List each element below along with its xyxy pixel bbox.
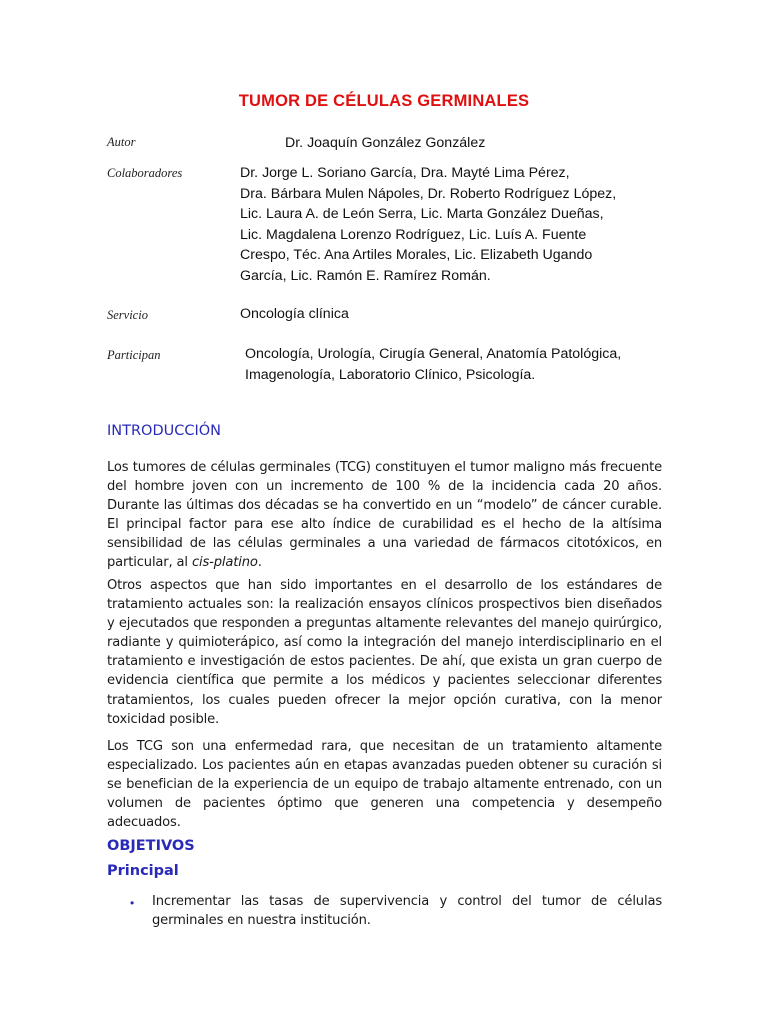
autor-label: Autor bbox=[107, 135, 136, 149]
objetivos-heading: OBJETIVOS bbox=[107, 838, 195, 854]
colaboradores-line: Lic. Magdalena Lorenzo Rodríguez, Lic. Luís A. Fuente bbox=[240, 226, 587, 243]
participan-line: Oncología, Urología, Cirugía General, Anatomía Patológica, bbox=[245, 346, 622, 362]
introduccion-heading: INTRODUCCIÓN bbox=[107, 423, 222, 439]
drug-name-italic: cis-platino bbox=[191, 555, 258, 571]
autor-value bbox=[285, 133, 485, 154]
colaboradores-line: Dr. Jorge L. Soriano García, Dra. Mayté Lima Pérez, bbox=[240, 165, 570, 181]
introduccion-paragraph-2: Otros aspectos que han sido importantes en el desarrollo de los estándares de tratamiento actuales son: la realización ensayos clínicos prospectivos bien diseñados y ejecutados que responden a preguntas altamente relevantes del manejo quirúrgico, radiante y quimioterápico, así como la integración del manejo interdisciplinario en el tratamiento e investigación de estos pacientes. De ahí, que exista un gran cuerpo de evidencia científica que permite a los médicos y pacientes seleccionar diferentes tratamientos, los cuales pueden ofrecer la mejor opción curativa, con la menor toxicidad posible. bbox=[107, 578, 662, 727]
paragraph-text: . bbox=[257, 555, 262, 571]
participan-line: Imagenología, Laboratorio Clínico, Psicología. bbox=[245, 366, 536, 383]
colaboradores-label: Colaboradores bbox=[107, 166, 183, 180]
participan-label: Participan bbox=[107, 348, 161, 362]
introduccion-paragraph-1 bbox=[107, 458, 662, 573]
servicio-text: Oncología clínica bbox=[240, 306, 349, 322]
colaboradores-line: Lic. Laura A. de León Serra, Lic. Marta González Dueñas, bbox=[240, 206, 604, 222]
servicio-label: Servicio bbox=[107, 308, 148, 322]
paragraph-text: Los tumores de células germinales (TCG) constituyen el tumor maligno más frecuente del hombre joven con un incremento de 100 % de la incidencia cada 20 años. Durante las últimas dos décadas se ha convertido en un “modelo” de cáncer curable. El principal factor para ese alto índice de curabilidad es el hecho de la altísima sensibilidad de las células germinales a una variedad de fármacos citotóxicos, en particular, al bbox=[107, 460, 662, 571]
introduccion-paragraph-3: Los TCG son una enfermedad rara, que necesitan de un tratamiento altamente especializado. Los pacientes aún en etapas avanzadas pueden obtener su curación si se benefician de la experiencia de un equipo de trabajo altamente entrenado, con un volumen de pacientes óptimo que generen una competencia y desempeño adecuados. bbox=[107, 739, 662, 831]
servicio-value bbox=[240, 304, 349, 325]
colaboradores-line: Crespo, Téc. Ana Artiles Morales, Lic. Elizabeth Ugando bbox=[240, 247, 593, 263]
autor-name: Dr. Joaquín González González bbox=[285, 135, 486, 151]
colaboradores-line: Dra. Bárbara Mulen Nápoles, Dr. Roberto Rodríguez López, bbox=[240, 185, 617, 202]
bullet-icon: • bbox=[130, 896, 135, 910]
objective-text: Incrementar las tasas de supervivencia y control del tumor de células germinales en nuestra institución. bbox=[152, 894, 662, 929]
principal-subheading: Principal bbox=[107, 863, 179, 879]
colaboradores-line: García, Lic. Ramón E. Ramírez Román. bbox=[240, 267, 491, 284]
colaboradores-list bbox=[240, 163, 616, 286]
participan-list bbox=[245, 344, 621, 385]
document-title: TUMOR DE CÉLULAS GERMINALES bbox=[238, 92, 530, 110]
